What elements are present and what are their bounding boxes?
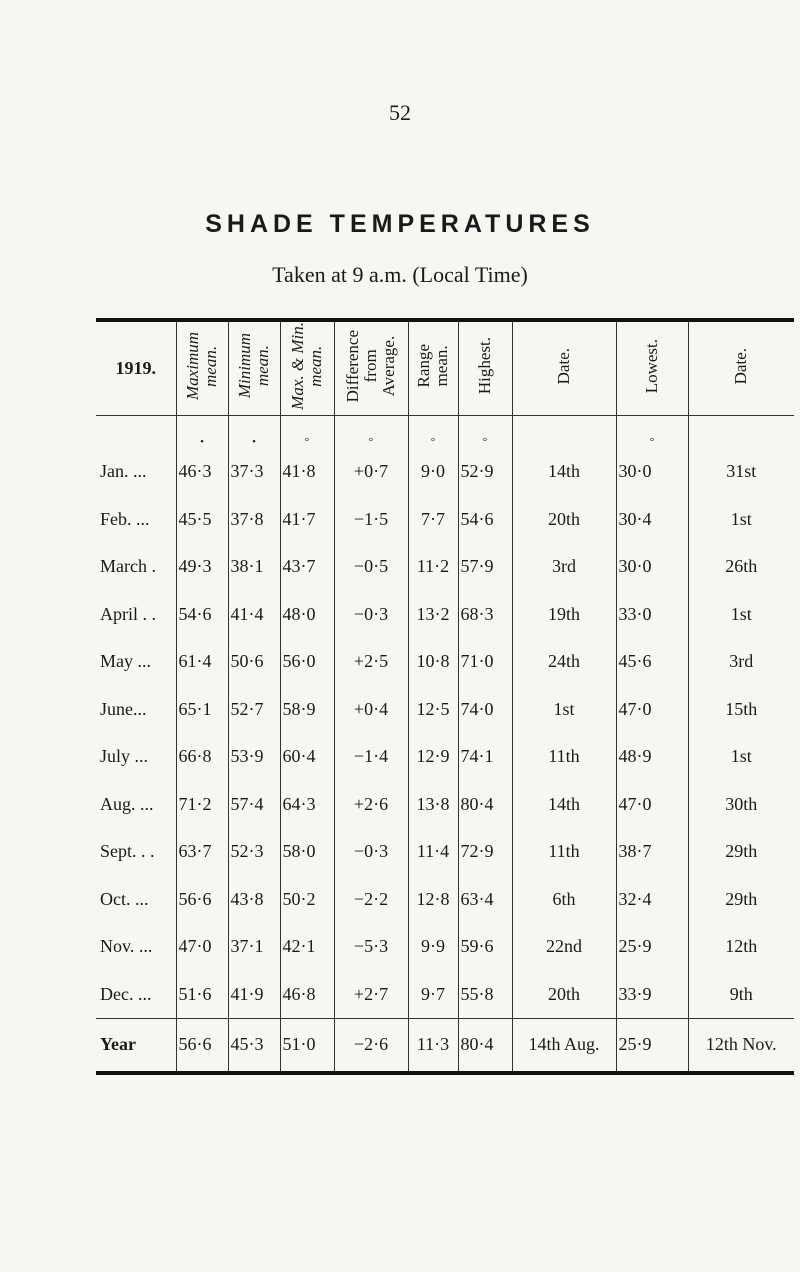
range-mean-cell: 13·8: [408, 780, 458, 828]
col-range-mean: Range mean.: [408, 320, 458, 415]
date-high-cell: 11th: [512, 733, 616, 781]
lowest-cell: 33·0: [616, 590, 688, 638]
month-cell: Jan. ...: [100, 461, 147, 482]
lowest-cell: 48·9: [616, 733, 688, 781]
col-lowest: Lowest.: [616, 320, 688, 415]
min-mean-cell: 52·3: [228, 828, 280, 876]
highest-cell: 54·6: [458, 495, 512, 543]
min-mean-cell: 37·8: [228, 495, 280, 543]
date-high-cell: 1st: [512, 685, 616, 733]
lowest-cell: 30·0: [616, 543, 688, 591]
highest-cell: 68·3: [458, 590, 512, 638]
col-maxmin-mean: Max. & Min. mean.: [280, 320, 334, 415]
page-subtitle: Taken at 9 a.m. (Local Time): [272, 262, 528, 287]
lowest-cell: 32·4: [616, 875, 688, 923]
month-cell: July ...: [100, 746, 149, 767]
month-cell: April . .: [100, 603, 156, 624]
max-mean-cell: 65·1: [176, 685, 228, 733]
min-mean-cell: 38·1: [228, 543, 280, 591]
date-high-cell: 20th: [512, 495, 616, 543]
difference-cell: −0·3: [334, 828, 408, 876]
date-high-cell: 22nd: [512, 923, 616, 971]
date-high-cell: 14th Aug.: [512, 1018, 616, 1073]
lowest-cell: 45·6: [616, 638, 688, 686]
difference-cell: −1·5: [334, 495, 408, 543]
date-low-cell: 3rd: [688, 638, 794, 686]
month-cell: Oct. ...: [100, 888, 149, 909]
min-mean-cell: 52·7: [228, 685, 280, 733]
page-title: SHADE TEMPERATURES: [205, 210, 595, 238]
date-low-cell: 1st: [688, 495, 794, 543]
difference-cell: −1·4: [334, 733, 408, 781]
date-high-cell: 20th: [512, 970, 616, 1018]
difference-cell: +2·7: [334, 970, 408, 1018]
difference-cell: −0·5: [334, 543, 408, 591]
date-high-cell: 14th: [512, 448, 616, 496]
maxmin-mean-cell: 43·7: [280, 543, 334, 591]
lowest-cell: 25·9: [616, 923, 688, 971]
date-high-cell: 19th: [512, 590, 616, 638]
maxmin-mean-cell: 60·4: [280, 733, 334, 781]
degree-mark: •: [176, 415, 228, 448]
maxmin-mean-cell: 58·9: [280, 685, 334, 733]
max-mean-cell: 49·3: [176, 543, 228, 591]
maxmin-mean-cell: 41·8: [280, 448, 334, 496]
date-low-cell: 31st: [688, 448, 794, 496]
range-mean-cell: 12·5: [408, 685, 458, 733]
min-mean-cell: 37·3: [228, 448, 280, 496]
header-row: [96, 320, 794, 415]
col-difference: Difference from Average.: [334, 320, 408, 415]
max-mean-cell: 66·8: [176, 733, 228, 781]
year-header: 1919.: [96, 320, 176, 415]
annual-row: [96, 1018, 794, 1073]
highest-cell: 80·4: [458, 780, 512, 828]
range-mean-cell: 10·8: [408, 638, 458, 686]
col-date-high: Date.: [512, 320, 616, 415]
table-row: [96, 590, 794, 638]
table-row: [96, 970, 794, 1018]
difference-cell: +2·6: [334, 780, 408, 828]
lowest-cell: 30·4: [616, 495, 688, 543]
maxmin-mean-cell: 41·7: [280, 495, 334, 543]
table-row: [96, 543, 794, 591]
max-mean-cell: 45·5: [176, 495, 228, 543]
range-mean-cell: 9·0: [408, 448, 458, 496]
month-cell: Aug. ...: [100, 793, 154, 814]
maxmin-mean-cell: 56·0: [280, 638, 334, 686]
degree-row: [96, 415, 794, 448]
degree-mark: °: [334, 415, 408, 448]
min-mean-cell: 50·6: [228, 638, 280, 686]
lowest-cell: 47·0: [616, 685, 688, 733]
date-high-cell: 6th: [512, 875, 616, 923]
degree-mark: °: [280, 415, 334, 448]
difference-cell: +0·4: [334, 685, 408, 733]
range-mean-cell: 12·8: [408, 875, 458, 923]
highest-cell: 55·8: [458, 970, 512, 1018]
highest-cell: 72·9: [458, 828, 512, 876]
difference-cell: −0·3: [334, 590, 408, 638]
month-cell: March .: [100, 556, 156, 577]
max-mean-cell: 51·6: [176, 970, 228, 1018]
difference-cell: −2·2: [334, 875, 408, 923]
date-low-cell: 12th Nov.: [688, 1018, 794, 1073]
temperature-table: [96, 318, 794, 1075]
degree-mark: °: [458, 415, 512, 448]
table-row: [96, 685, 794, 733]
maxmin-mean-cell: 58·0: [280, 828, 334, 876]
highest-cell: 63·4: [458, 875, 512, 923]
date-low-cell: 1st: [688, 590, 794, 638]
max-mean-cell: 71·2: [176, 780, 228, 828]
highest-cell: 71·0: [458, 638, 512, 686]
table-row: [96, 780, 794, 828]
table-row: [96, 448, 794, 496]
date-high-cell: 24th: [512, 638, 616, 686]
page-number: 52: [389, 100, 411, 125]
max-mean-cell: 63·7: [176, 828, 228, 876]
highest-cell: 57·9: [458, 543, 512, 591]
range-mean-cell: 9·7: [408, 970, 458, 1018]
col-max-mean: Maximum mean.: [176, 320, 228, 415]
col-highest: Highest.: [458, 320, 512, 415]
degree-mark: [688, 415, 794, 448]
range-mean-cell: 11·2: [408, 543, 458, 591]
date-low-cell: 1st: [688, 733, 794, 781]
range-mean-cell: 9·9: [408, 923, 458, 971]
date-high-cell: 11th: [512, 828, 616, 876]
min-mean-cell: 41·9: [228, 970, 280, 1018]
date-low-cell: 26th: [688, 543, 794, 591]
highest-cell: 74·1: [458, 733, 512, 781]
degree-mark: °: [408, 415, 458, 448]
month-cell: June...: [100, 698, 147, 719]
month-cell: Dec. ...: [100, 983, 152, 1004]
table-row: [96, 828, 794, 876]
month-cell: Feb. ...: [100, 508, 150, 529]
min-mean-cell: 53·9: [228, 733, 280, 781]
max-mean-cell: 56·6: [176, 1018, 228, 1073]
lowest-cell: 38·7: [616, 828, 688, 876]
range-mean-cell: 11·3: [408, 1018, 458, 1073]
max-mean-cell: 61·4: [176, 638, 228, 686]
maxmin-mean-cell: 48·0: [280, 590, 334, 638]
max-mean-cell: 54·6: [176, 590, 228, 638]
month-cell: Nov. ...: [100, 936, 153, 957]
table-row: [96, 495, 794, 543]
range-mean-cell: 11·4: [408, 828, 458, 876]
highest-cell: 52·9: [458, 448, 512, 496]
maxmin-mean-cell: 46·8: [280, 970, 334, 1018]
date-low-cell: 15th: [688, 685, 794, 733]
highest-cell: 74·0: [458, 685, 512, 733]
table-row: [96, 638, 794, 686]
min-mean-cell: 37·1: [228, 923, 280, 971]
lowest-cell: 33·9: [616, 970, 688, 1018]
date-low-cell: 29th: [688, 828, 794, 876]
degree-mark: [512, 415, 616, 448]
maxmin-mean-cell: 51·0: [280, 1018, 334, 1073]
lowest-cell: 47·0: [616, 780, 688, 828]
min-mean-cell: 57·4: [228, 780, 280, 828]
date-low-cell: 12th: [688, 923, 794, 971]
range-mean-cell: 7·7: [408, 495, 458, 543]
degree-mark: •: [228, 415, 280, 448]
degree-mark: °: [616, 415, 688, 448]
highest-cell: 80·4: [458, 1018, 512, 1073]
table-row: [96, 923, 794, 971]
date-low-cell: 9th: [688, 970, 794, 1018]
highest-cell: 59·6: [458, 923, 512, 971]
difference-cell: −2·6: [334, 1018, 408, 1073]
lowest-cell: 25·9: [616, 1018, 688, 1073]
difference-cell: +0·7: [334, 448, 408, 496]
maxmin-mean-cell: 50·2: [280, 875, 334, 923]
date-high-cell: 3rd: [512, 543, 616, 591]
table-row: [96, 875, 794, 923]
date-high-cell: 14th: [512, 780, 616, 828]
range-mean-cell: 12·9: [408, 733, 458, 781]
col-date-low: Date.: [688, 320, 794, 415]
lowest-cell: 30·0: [616, 448, 688, 496]
difference-cell: −5·3: [334, 923, 408, 971]
month-cell: Year: [96, 1018, 176, 1073]
max-mean-cell: 56·6: [176, 875, 228, 923]
max-mean-cell: 47·0: [176, 923, 228, 971]
range-mean-cell: 13·2: [408, 590, 458, 638]
date-low-cell: 29th: [688, 875, 794, 923]
month-cell: May ...: [100, 651, 151, 672]
month-cell: Sept. . .: [100, 841, 155, 862]
min-mean-cell: 41·4: [228, 590, 280, 638]
min-mean-cell: 45·3: [228, 1018, 280, 1073]
min-mean-cell: 43·8: [228, 875, 280, 923]
max-mean-cell: 46·3: [176, 448, 228, 496]
col-min-mean: Minimum mean.: [228, 320, 280, 415]
date-low-cell: 30th: [688, 780, 794, 828]
difference-cell: +2·5: [334, 638, 408, 686]
table-row: [96, 733, 794, 781]
maxmin-mean-cell: 64·3: [280, 780, 334, 828]
maxmin-mean-cell: 42·1: [280, 923, 334, 971]
